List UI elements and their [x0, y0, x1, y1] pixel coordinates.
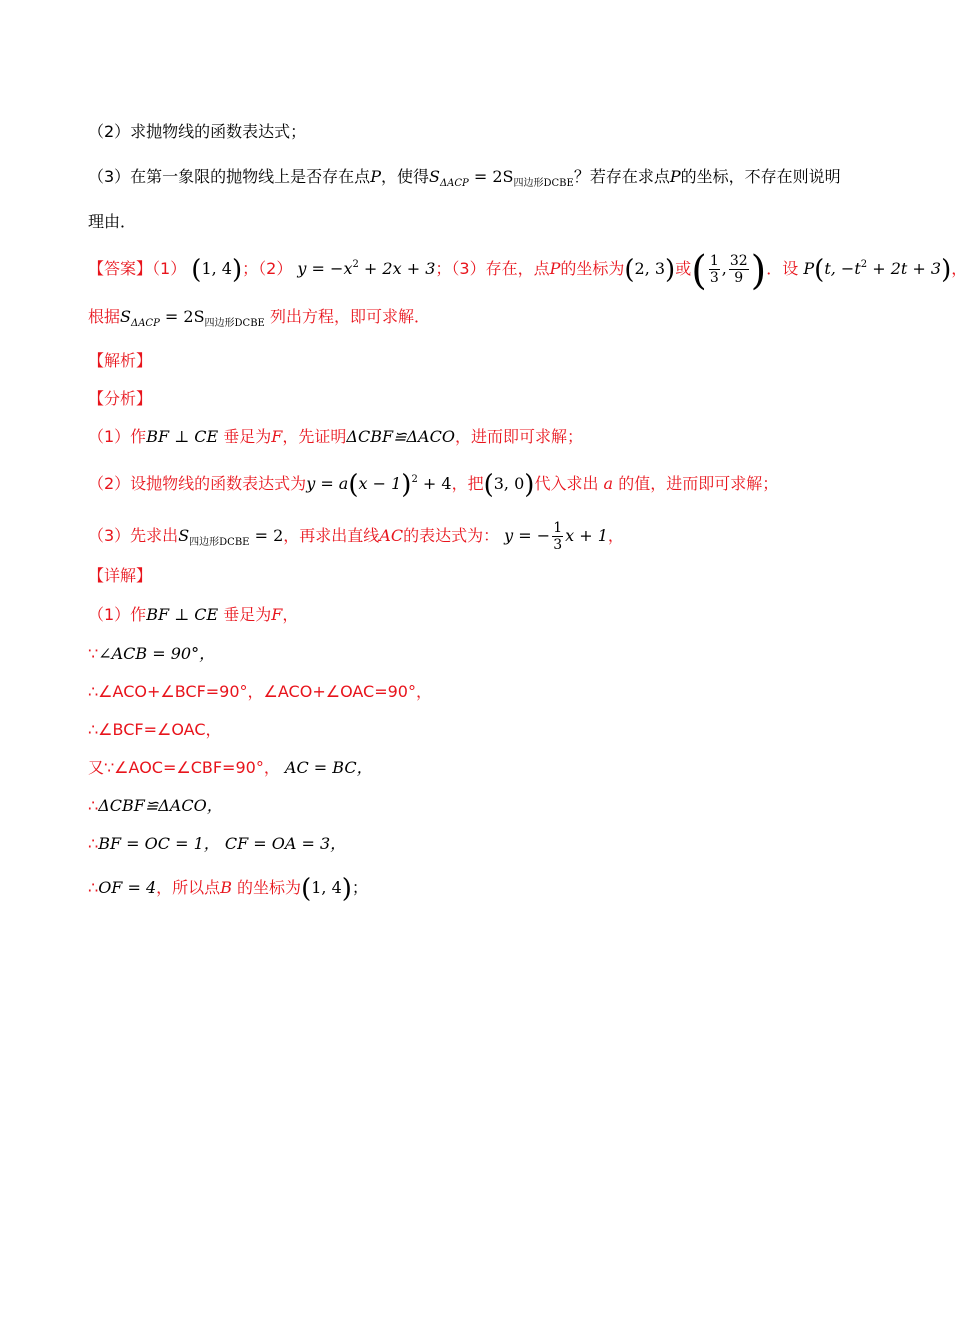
d8-d: ； — [351, 878, 368, 897]
question-2-text: （2）求抛物线的函数表达式； — [88, 122, 307, 141]
q3-text-a: （3）在第一象限的抛物线上是否存在点 — [88, 167, 371, 186]
line-ac: AC — [379, 526, 404, 545]
answer-line-2 — [88, 305, 890, 336]
d8-b: ，所以点 — [156, 878, 221, 897]
area-sub-acp-2: ΔACP — [130, 318, 160, 329]
analysis-1 — [88, 425, 890, 449]
line-lhs: y = − — [504, 526, 551, 545]
q3-text-reason: 理由． — [88, 212, 137, 231]
area-sub-dcbe-2: 四边形DCBE — [204, 318, 265, 329]
x-plus-1: x + 1 — [565, 526, 608, 545]
point-p: P — [370, 167, 381, 186]
vertex-square: 2 — [411, 474, 418, 485]
plus-4: + 4 — [417, 474, 452, 493]
parabola-rhs: + 2x + 3 — [358, 259, 436, 278]
detail-7 — [88, 832, 890, 856]
triangle-congruence: ΔCBF≌ΔACO — [346, 427, 455, 446]
d1-point-f: F — [271, 605, 283, 624]
area-symbol-3: S — [178, 526, 190, 545]
square: 2 — [352, 259, 359, 270]
d1-c: ， — [282, 605, 299, 624]
line-frac-num: 1 — [553, 520, 563, 536]
point-p-t: P — [803, 259, 815, 278]
bf-oc-cf-oa: BF = OC = 1， CF = OA = 3， — [98, 834, 347, 853]
point-f: F — [271, 427, 283, 446]
therefore-symbol-3: ∴ — [88, 878, 99, 897]
analysis-2: （2）设抛物线的函数表达式为$y = a(x - 1)^2 + 4$，把(3, 0)代入求出 a 的值，进而即可求解； — [88, 470, 779, 500]
a3-c: 的表达式为： — [403, 526, 500, 545]
d3-text: ∴∠ACO+∠BCF=90°，∠ACO+∠OAC=90°， — [88, 682, 432, 701]
therefore-symbol: ∴ — [88, 796, 99, 815]
therefore-symbol-2: ∴ — [88, 834, 99, 853]
d1-a: （1）作 — [88, 605, 147, 624]
answer-line2-a: 根据 — [88, 307, 121, 326]
t-expr-b: + 2t + 3 — [867, 259, 942, 278]
detail-8: ∴OF = 4，所以点B 的坐标为(1, 4)； — [88, 874, 368, 904]
detail-5 — [88, 756, 890, 780]
jiexi-label: 【解析】 — [88, 351, 153, 370]
a1-b: 垂足为 — [223, 427, 272, 446]
of-eq-4: OF = 4 — [98, 878, 157, 897]
bf-perp-ce: BF ⊥ CE — [146, 427, 219, 446]
t-expr-a: t, −t — [824, 259, 861, 278]
parabola-lhs: y = −x — [297, 259, 353, 278]
q3-text-c: ？若存在求点 — [573, 167, 670, 186]
jiexi-heading — [88, 349, 890, 373]
detail-6 — [88, 794, 890, 818]
d4-text: ∴∠BCF=∠OAC， — [88, 720, 222, 739]
answer-part-3: ；（3）存在，点 — [435, 259, 550, 278]
frac-den-9: 9 — [734, 270, 744, 286]
area-sub-dcbe-3: 四边形DCBE — [189, 537, 250, 548]
a2-b: ，把 — [451, 474, 484, 493]
area-sub-dcbe: 四边形DCBE — [513, 178, 574, 189]
point-2-3: 2, 3 — [634, 259, 666, 278]
d1-b: 垂足为 — [223, 605, 272, 624]
point-3-0: 3, 0 — [493, 474, 525, 493]
fraction-32-9 — [729, 253, 749, 286]
answer-part-6: ．设 — [766, 259, 799, 278]
detail-4 — [88, 718, 890, 742]
area-sub-acp: ΔACP — [439, 178, 469, 189]
d8-c: 的坐标为 — [237, 878, 302, 897]
t-square: 2 — [860, 259, 868, 270]
angle-acb: ∠ACB = 90°， — [98, 644, 216, 663]
answer-part-2: ；（2） — [242, 259, 293, 278]
fenxi-heading — [88, 387, 890, 411]
question-3-line-1 — [88, 165, 890, 196]
eq-2s-2: = 2S — [159, 307, 205, 326]
area-eq-2: = 2 — [249, 526, 284, 545]
d6-congruence: ΔCBF≌ΔACO， — [98, 796, 223, 815]
a3-b: ，再求出直线 — [283, 526, 380, 545]
fraction-1-3-line — [552, 520, 563, 553]
frac-num-32: 32 — [729, 253, 748, 269]
detail-2 — [88, 642, 890, 666]
answer-line2-b: 列出方程，即可求解． — [269, 307, 430, 326]
answer-part-5: 或 — [675, 259, 692, 278]
point-b: B — [220, 878, 232, 897]
fenxi-label: 【分析】 — [88, 389, 153, 408]
detail-1 — [88, 603, 890, 627]
frac-den: 3 — [709, 270, 719, 286]
q3-text-b: ，使得 — [380, 167, 429, 186]
xiangjie-label: 【详解】 — [88, 566, 153, 585]
question-3-line-2 — [88, 210, 890, 234]
detail-3 — [88, 680, 890, 704]
a1-a: （1）作 — [88, 427, 147, 446]
vertex-form-lhs: y = a — [306, 474, 349, 493]
d8-point-1-4: 1, 4 — [311, 878, 342, 897]
line-frac-den: 3 — [553, 537, 563, 553]
x-minus-1: x − 1 — [358, 474, 402, 493]
a1-d: ，进而即可求解； — [454, 427, 583, 446]
a3-d: ， — [607, 526, 624, 545]
a1-c: ，先证明 — [282, 427, 347, 446]
area-symbol: S — [428, 167, 440, 186]
question-2 — [88, 120, 890, 144]
d5-a: 又∵∠AOC=∠CBF=90°， — [88, 758, 280, 777]
answer-part-1: （1） — [152, 259, 187, 278]
a2-a: （2）设抛物线的函数表达式为 — [88, 474, 307, 493]
because-symbol: ∵ — [88, 644, 99, 663]
xiangjie-heading — [88, 564, 890, 588]
ac-eq-bc: AC = BC， — [284, 758, 373, 777]
q3-text-d: 的坐标，不存在则说明 — [680, 167, 841, 186]
frac-num: 1 — [709, 253, 719, 269]
a2-d: 的值，进而即可求解； — [618, 474, 779, 493]
eq-2s: = 2S — [468, 167, 514, 186]
point-p-2: P — [669, 167, 681, 186]
area-symbol-2: S — [120, 307, 131, 326]
point-p-answer: P — [549, 259, 561, 278]
answer-line-1: 【答案】（1） (1, 4)；（2） $y = -x^2 + 2x + 3$；（3）存在，点P的坐标为(2, 3)或( $\frac{1}{3}$ , $\frac{32}{9}$ )．设 P(t, $-t^2 + 2t + 3$)， — [88, 248, 967, 294]
answer-label: 【答案】 — [88, 259, 153, 278]
point-1-4: 1, 4 — [201, 259, 232, 278]
answer-part-4: 的坐标为 — [560, 259, 625, 278]
a2-c: 代入求出 — [534, 474, 599, 493]
coef-a: a — [603, 474, 614, 493]
d1-bf-perp-ce: BF ⊥ CE — [146, 605, 219, 624]
a3-a: （3）先求出 — [88, 526, 179, 545]
analysis-3 — [88, 520, 890, 555]
fraction-1-3 — [709, 253, 720, 286]
